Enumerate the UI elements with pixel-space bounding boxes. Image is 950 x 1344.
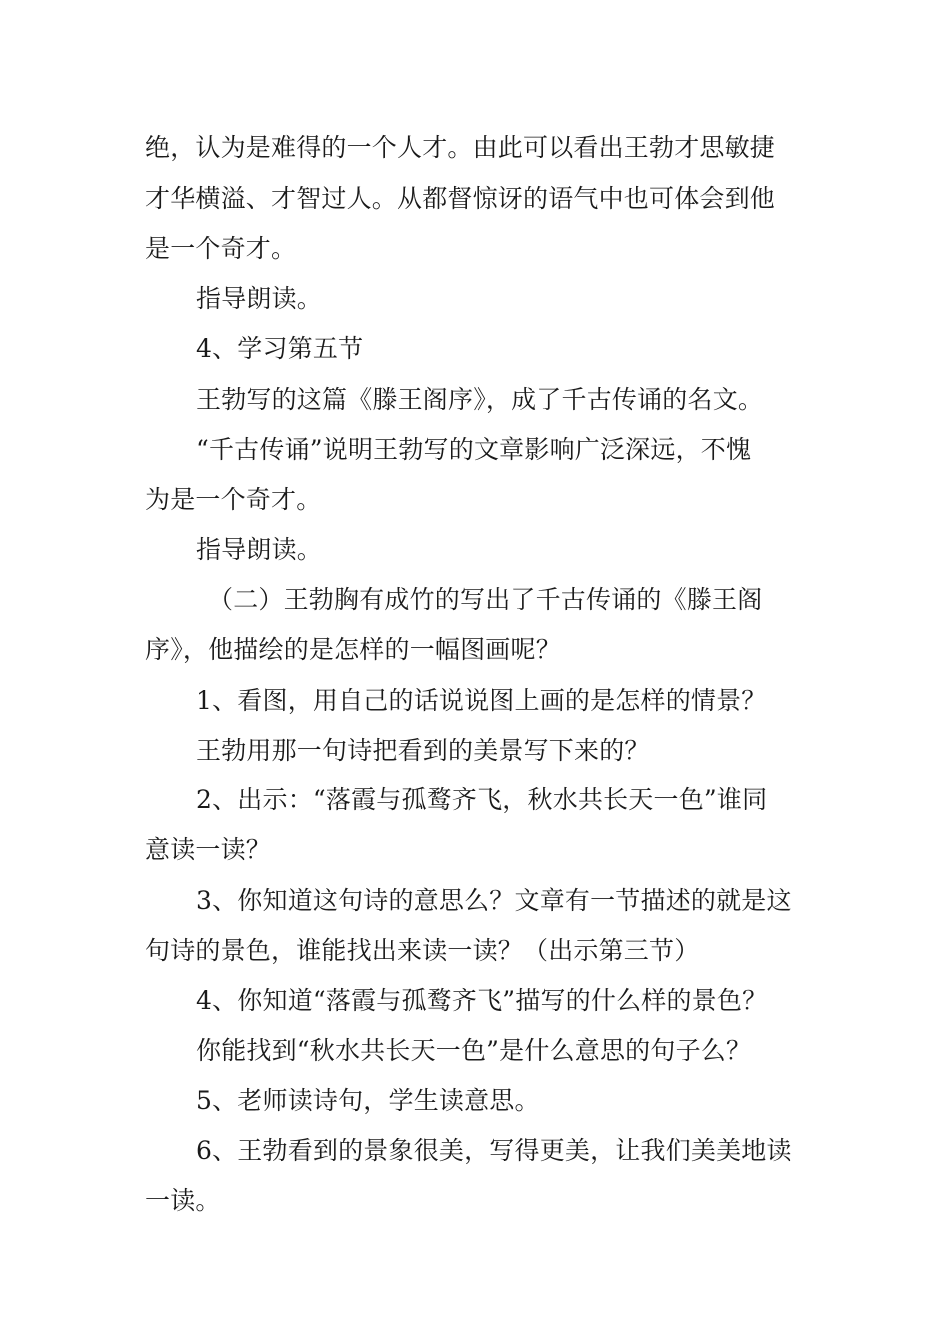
text-line: 5、老师读诗句，学生读意思。 <box>196 1086 540 1115</box>
text-line: 4、你知道“落霞与孤鹜齐飞”描写的什么样的景色？ <box>196 986 768 1015</box>
text-line: 指导朗读。 <box>196 535 323 564</box>
text-line: 3、你知道这句诗的意思么？文章有一节描述的就是这 <box>196 886 792 915</box>
text-line: 王勃写的这篇《滕王阁序》，成了千古传诵的名文。 <box>196 385 764 414</box>
text-line: 指导朗读。 <box>196 284 323 313</box>
text-line: 2、出示：“落霞与孤鹜齐飞，秋水共长天一色”谁同 <box>196 785 768 814</box>
section-heading: （二）王勃胸有成竹的写出了千古传诵的《滕王阁 <box>208 585 763 614</box>
text-line: 一读。 <box>145 1186 221 1215</box>
text-line: 句诗的景色，谁能找出来读一读？（出示第三节） <box>145 936 700 965</box>
text-line: 王勃用那一句诗把看到的美景写下来的？ <box>196 736 650 765</box>
text-line: 是一个奇才。 <box>145 234 297 263</box>
text-line: 绝，认为是难得的一个人才。由此可以看出王勃才思敏捷 <box>145 133 776 162</box>
text-line: 意读一读？ <box>145 835 272 864</box>
text-line: 你能找到“秋水共长天一色”是什么意思的句子么？ <box>196 1036 752 1065</box>
text-line: 序》，他描绘的是怎样的一幅图画呢？ <box>145 635 561 664</box>
text-line: 6、王勃看到的景象很美，写得更美，让我们美美地读 <box>196 1136 792 1165</box>
text-line: “千古传诵”说明王勃写的文章影响广泛深远，不愧 <box>196 435 752 464</box>
text-line: 1、看图，用自己的话说说图上画的是怎样的情景？ <box>196 686 767 715</box>
text-line: 才华横溢、才智过人。从都督惊讶的语气中也可体会到他 <box>145 184 776 213</box>
text-line: 为是一个奇才。 <box>145 485 322 514</box>
section-heading: 4、学习第五节 <box>196 334 364 363</box>
